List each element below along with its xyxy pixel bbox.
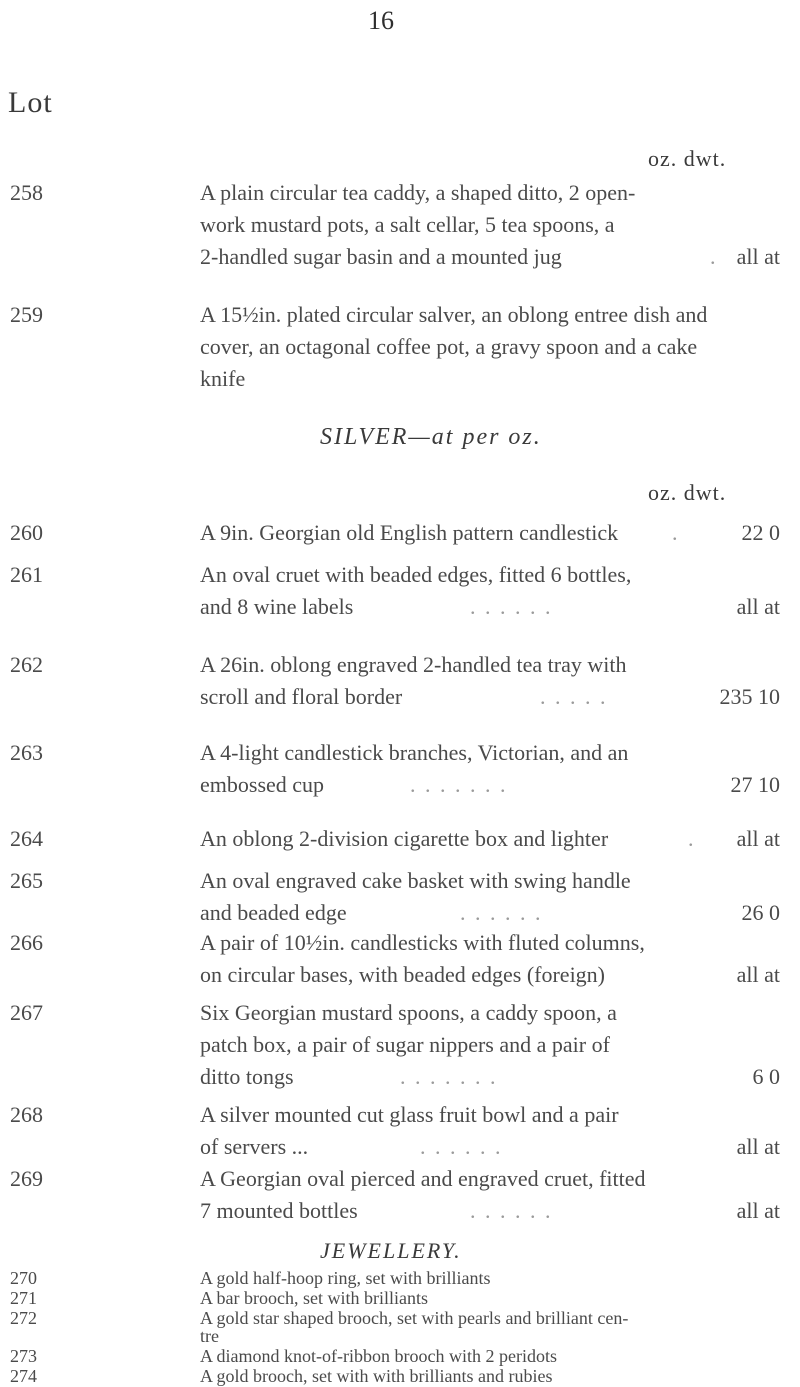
lot-description: An oval cruet with beaded edges, fitted 6 bottles, [200, 562, 632, 587]
lot-line [200, 962, 780, 992]
lot-number: 264 [10, 826, 43, 851]
lot-number: 263 [10, 740, 43, 765]
lot-line [200, 1166, 780, 1196]
lot-price: all at [736, 594, 780, 619]
lot-price: all at [736, 826, 780, 851]
leader-dots: . . . . . . . [410, 772, 508, 797]
lot-number: 269 [10, 1166, 43, 1191]
lot-description: and 8 wine labels [200, 594, 354, 619]
lot-description: and beaded edge [200, 900, 347, 925]
lot-description: A gold half-hoop ring, set with brilliants [200, 1268, 491, 1288]
leader-dots: . . . . . . [470, 1198, 553, 1223]
lot-price: 26 0 [741, 900, 780, 925]
lot-line [200, 1288, 780, 1308]
lot-line [200, 212, 780, 242]
lot-number: 274 [10, 1366, 37, 1386]
lot-description: A Georgian oval pierced and engraved cruet, fitted [200, 1166, 646, 1191]
lot-line [200, 900, 780, 930]
units-heading-plated: oz. dwt. [648, 146, 727, 171]
lot-description: A 15½in. plated circular salver, an oblong entree dish and [200, 302, 708, 327]
leader-dots: . [672, 520, 680, 545]
lot-description: Six Georgian mustard spoons, a caddy spoon, a [200, 1000, 617, 1025]
lot-line [200, 652, 780, 682]
lot-line [200, 180, 780, 210]
page-number: 16 [368, 6, 394, 35]
lot-line [200, 1346, 780, 1366]
lot-price: 6 0 [752, 1064, 780, 1089]
lot-line [200, 1000, 780, 1030]
lot-description: A 26in. oblong engraved 2-handled tea tray with [200, 652, 627, 677]
lot-description: scroll and floral border [200, 684, 403, 709]
lot-line [200, 1064, 780, 1094]
lot-line [200, 868, 780, 898]
lot-description: A plain circular tea caddy, a shaped ditto, 2 open- [200, 180, 636, 205]
lot-line [200, 302, 780, 332]
lot-price: all at [736, 244, 780, 269]
lot-number: 270 [10, 1268, 37, 1288]
lot-line [200, 740, 780, 770]
lot-number: 272 [10, 1308, 37, 1328]
leader-dots: . . . . . . [470, 594, 553, 619]
lot-price: 27 10 [730, 772, 780, 797]
lot-line [200, 1032, 780, 1062]
lot-description: knife [200, 366, 246, 391]
leader-dots: . . . . . . [460, 900, 543, 925]
lot-line [200, 334, 780, 364]
lot-number: 260 [10, 520, 43, 545]
leader-dots: . [710, 244, 718, 269]
lot-number: 267 [10, 1000, 43, 1025]
lot-description: embossed cup [200, 772, 325, 797]
section-title-silver: SILVER—at per oz. [320, 424, 542, 450]
lot-description: A 4-light candlestick branches, Victorian, and an [200, 740, 629, 765]
lot-line [200, 1366, 780, 1386]
lot-number: 259 [10, 302, 43, 327]
lot-line [200, 826, 780, 856]
lot-column-heading: Lot [8, 86, 53, 119]
lot-description: ditto tongs [200, 1064, 294, 1089]
lot-description: tre [200, 1326, 219, 1346]
lot-line [200, 244, 780, 274]
leader-dots: . . . . . . . [400, 1064, 498, 1089]
lot-description: A 9in. Georgian old English pattern candlestick [200, 520, 619, 545]
leader-dots: . . . . . . [420, 1134, 503, 1159]
lot-description: work mustard pots, a salt cellar, 5 tea spoons, a [200, 212, 615, 237]
lot-description: A silver mounted cut glass fruit bowl and a pair [200, 1102, 619, 1127]
lot-line [200, 1134, 780, 1164]
lot-line [200, 684, 780, 714]
lot-description: 7 mounted bottles [200, 1198, 358, 1223]
lot-line [200, 1198, 780, 1228]
lot-price: all at [736, 1198, 780, 1223]
lot-line [200, 594, 780, 624]
lot-description: An oblong 2-division cigarette box and lighter [200, 826, 609, 851]
lot-price: all at [736, 962, 780, 987]
units-heading-silver: oz. dwt. [648, 480, 727, 505]
lot-line [200, 562, 780, 592]
lot-number: 262 [10, 652, 43, 677]
section-title-jewellery: JEWELLERY. [320, 1238, 462, 1263]
lot-description: A gold brooch, set with with brilliants and rubies [200, 1366, 553, 1386]
lot-number: 258 [10, 180, 43, 205]
lot-number: 261 [10, 562, 43, 587]
leader-dots: . [688, 826, 696, 851]
lot-number: 268 [10, 1102, 43, 1127]
lot-description: patch box, a pair of sugar nippers and a pair of [200, 1032, 610, 1057]
lot-description: of servers ... [200, 1134, 309, 1159]
lot-price: 22 0 [741, 520, 780, 545]
lot-price: 235 10 [719, 684, 780, 709]
lot-number: 271 [10, 1288, 37, 1308]
lot-line [200, 1102, 780, 1132]
lot-description: A diamond knot-of-ribbon brooch with 2 peridots [200, 1346, 557, 1366]
lot-line [200, 366, 780, 396]
lot-line [200, 772, 780, 802]
lot-number: 266 [10, 930, 43, 955]
lot-line [200, 1326, 780, 1346]
lot-description: An oval engraved cake basket with swing handle [200, 868, 631, 893]
lot-description: on circular bases, with beaded edges (foreign) [200, 962, 606, 987]
lot-description: A pair of 10½in. candlesticks with fluted columns, [200, 930, 645, 955]
lot-number: 273 [10, 1346, 37, 1366]
lot-description: A gold star shaped brooch, set with pearls and brilliant cen- [200, 1308, 629, 1328]
lot-line [200, 1308, 780, 1328]
lot-description: A bar brooch, set with brilliants [200, 1288, 428, 1308]
leader-dots: . . . . . [540, 684, 608, 709]
lot-line [200, 520, 780, 550]
lot-description: cover, an octagonal coffee pot, a gravy spoon and a cake [200, 334, 698, 359]
lot-description: 2-handled sugar basin and a mounted jug [200, 244, 562, 269]
lot-line [200, 1268, 780, 1288]
lot-line [200, 930, 780, 960]
lot-number: 265 [10, 868, 43, 893]
lot-price: all at [736, 1134, 780, 1159]
